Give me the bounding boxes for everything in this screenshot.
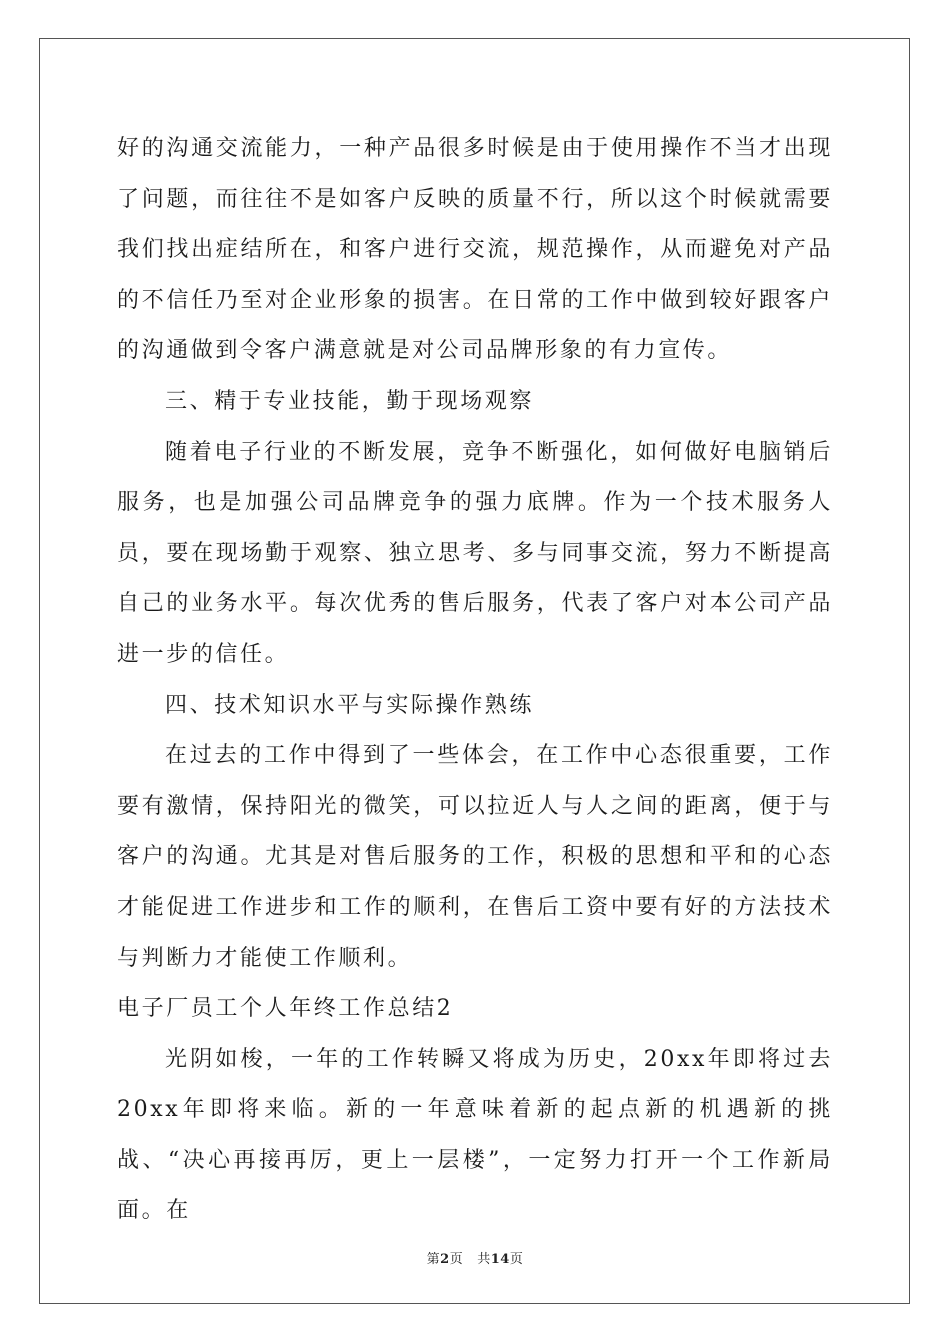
footer-total-suffix: 页	[509, 1252, 524, 1267]
paragraph-skills: 随着电子行业的不断发展，竞争不断强化，如何做好电脑销后服务，也是加强公司品牌竞争的强力底牌。作为一个技术服务人员，要在现场勤于观察、独立思考、多与同事交流，努力不断提高自己的业务水平。每次优秀的售后服务，代表了客户对本公司产品进一步的信任。	[117, 439, 833, 667]
footer-page-suffix: 页	[449, 1252, 464, 1267]
document-body	[117, 124, 833, 1237]
document-title-2: 电子厂员工个人年终工作总结2	[117, 996, 454, 1022]
footer-total-prefix: 共	[477, 1252, 491, 1267]
total-page-count: 14	[490, 1252, 510, 1267]
section-heading-4: 四、技术知识水平与实际操作熟练	[165, 692, 535, 718]
paragraph-experience: 在过去的工作中得到了一些体会，在工作中心态很重要，工作要有激情，保持阳光的微笑，可以拉近人与人之间的距离，便于与客户的沟通。尤其是对售后服务的工作，积极的思想和平和的心态才能促进工作进步和工作的顺利，在售后工资中要有好的方法技术与判断力才能使工作顺利。	[117, 743, 833, 971]
footer-prefix: 第	[426, 1252, 441, 1267]
paragraph-communication: 好的沟通交流能力，一种产品很多时候是由于使用操作不当才出现了问题，而往往不是如客户反映的质量不行，所以这个时候就需要我们找出症结所在，和客户进行交流，规范操作，从而避免对产品的不信任乃至对企业形象的损害。在日常的工作中做到较好跟客户的沟通做到令客户满意就是对公司品牌形象的有力宣传。	[117, 136, 833, 364]
paragraph-intro: 光阴如梭，一年的工作转瞬又将成为历史，20xx年即将过去20xx年即将来临。新的一年意味着新的起点新的机遇新的挑战、“决心再接再厉，更上一层楼”，一定努力打开一个工作新局面。在	[117, 1046, 833, 1224]
section-heading-3: 三、精于专业技能，勤于现场观察	[165, 388, 535, 414]
page-footer	[0, 1248, 950, 1267]
current-page-number: 2	[440, 1252, 450, 1267]
